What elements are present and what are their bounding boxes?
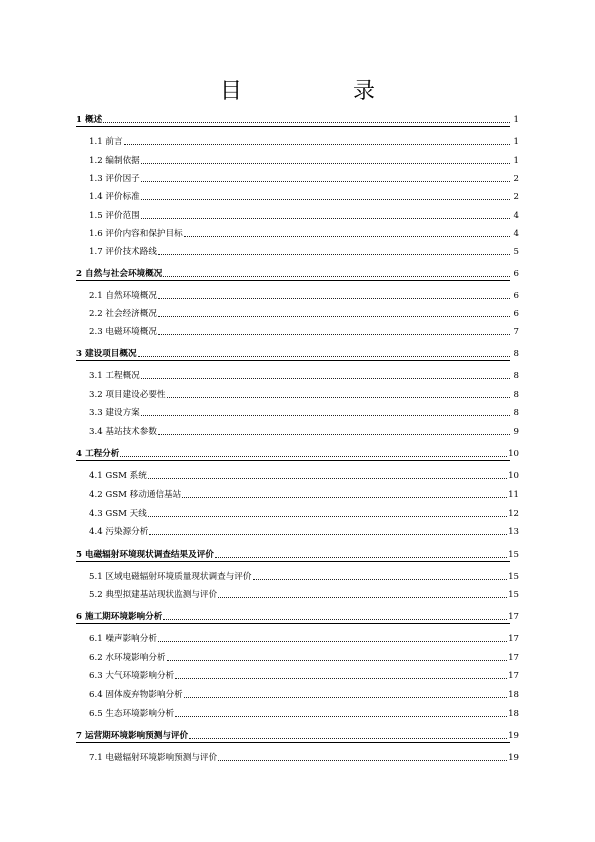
dot-leader — [182, 496, 507, 498]
dot-leader — [120, 455, 507, 457]
toc-chapter-entry[interactable] — [76, 608, 519, 622]
dot-leader — [163, 618, 507, 620]
toc-entry-page-number: 19 — [508, 731, 519, 741]
toc-entry-page-number: 1 — [513, 156, 519, 166]
toc-entry-label: 3 建设项目概况 — [76, 349, 137, 359]
toc-section-entry[interactable] — [89, 705, 519, 719]
toc-chapter-entry[interactable] — [76, 546, 519, 560]
toc-entry-label: 4.1 GSM 系统 — [89, 471, 147, 481]
toc-entry-page-number: 17 — [508, 634, 519, 644]
dot-leader — [141, 377, 510, 379]
toc-chapter-entry[interactable] — [76, 345, 519, 359]
dot-leader — [149, 533, 507, 535]
toc-section-entry[interactable] — [89, 367, 519, 381]
dot-leader — [124, 143, 510, 145]
toc-entry-label: 6.4 固体废弃物影响分析 — [89, 690, 183, 700]
chapter-underline — [76, 742, 510, 743]
toc-section-entry[interactable] — [89, 649, 519, 663]
toc-section-entry[interactable] — [89, 749, 519, 763]
toc-entry-label: 3.3 建设方案 — [89, 408, 140, 418]
dot-leader — [158, 297, 510, 299]
dot-leader — [141, 198, 510, 200]
toc-entry-page-number: 7 — [513, 327, 519, 337]
toc-section-entry[interactable] — [89, 133, 519, 147]
dot-leader — [148, 477, 507, 479]
toc-entry-label: 1.3 评价因子 — [89, 174, 140, 184]
dot-leader — [253, 578, 508, 580]
toc-chapter-entry[interactable] — [76, 111, 519, 125]
toc-entry-label: 2 自然与社会环境概况 — [76, 269, 163, 279]
toc-entry-page-number: 19 — [508, 753, 519, 763]
dot-leader — [163, 275, 510, 277]
toc-entry-label: 1.1 前言 — [89, 137, 123, 147]
toc-chapter-entry[interactable] — [76, 727, 519, 741]
dot-leader — [184, 235, 510, 237]
toc-entry-label: 3.4 基站技术参数 — [89, 427, 157, 437]
toc-entry-label: 1.2 编制依据 — [89, 156, 140, 166]
toc-section-entry[interactable] — [89, 386, 519, 400]
dot-leader — [167, 659, 508, 661]
dot-leader — [148, 515, 507, 517]
toc-entry-label: 5.2 典型拟建基站现状监测与评价 — [89, 590, 218, 600]
dot-leader — [158, 333, 510, 335]
toc-section-entry[interactable] — [89, 630, 519, 644]
toc-entry-label: 1.4 评价标准 — [89, 192, 140, 202]
dot-leader — [184, 696, 507, 698]
toc-entry-page-number: 15 — [508, 572, 519, 582]
toc-section-entry[interactable] — [89, 523, 519, 537]
toc-section-entry[interactable] — [89, 568, 519, 582]
toc-entry-label: 6.5 生态环境影响分析 — [89, 709, 175, 719]
toc-section-entry[interactable] — [89, 667, 519, 681]
toc-entry-label: 2.1 自然环境概况 — [89, 291, 157, 301]
dot-leader — [158, 433, 510, 435]
toc-entry-page-number: 5 — [513, 247, 519, 257]
toc-entry-page-number: 1 — [513, 137, 519, 147]
chapter-underline — [76, 280, 510, 281]
toc-entry-label: 3.2 项目建设必要性 — [89, 390, 166, 400]
toc-entry-label: 6.3 大气环境影响分析 — [89, 671, 175, 681]
toc-entry-label: 4.4 污染源分析 — [89, 527, 149, 537]
toc-entry-page-number: 18 — [508, 709, 519, 719]
chapter-underline — [76, 623, 510, 624]
toc-chapter-entry[interactable] — [76, 445, 519, 459]
toc-section-entry[interactable] — [89, 423, 519, 437]
dot-leader — [141, 217, 510, 219]
dot-leader — [103, 121, 510, 123]
dot-leader — [175, 677, 507, 679]
toc-entry-label: 6.1 噪声影响分析 — [89, 634, 157, 644]
toc-entry-page-number: 8 — [513, 408, 519, 418]
toc-entry-page-number: 15 — [508, 590, 519, 600]
toc-section-entry[interactable] — [89, 243, 519, 257]
toc-entry-page-number: 17 — [508, 653, 519, 663]
dot-leader — [141, 414, 510, 416]
toc-entry-page-number: 4 — [513, 229, 519, 239]
toc-entry-label: 2.2 社会经济概况 — [89, 309, 157, 319]
dot-leader — [138, 355, 510, 357]
dot-leader — [215, 556, 507, 558]
dot-leader — [141, 162, 510, 164]
toc-entry-label: 1 概述 — [76, 115, 103, 125]
toc-section-entry[interactable] — [89, 207, 519, 221]
toc-entry-label: 7.1 电磁辐射环境影响预测与评价 — [89, 753, 218, 763]
toc-entry-page-number: 6 — [513, 269, 519, 279]
toc-entry-page-number: 2 — [513, 174, 519, 184]
toc-entry-page-number: 13 — [508, 527, 519, 537]
toc-section-entry[interactable] — [89, 170, 519, 184]
toc-entry-page-number: 18 — [508, 690, 519, 700]
toc-entry-label: 4 工程分析 — [76, 449, 120, 459]
toc-entry-page-number: 12 — [508, 509, 519, 519]
toc-entry-label: 4.2 GSM 移动通信基站 — [89, 490, 182, 500]
toc-entry-page-number: 9 — [513, 427, 519, 437]
dot-leader — [141, 180, 510, 182]
toc-section-entry[interactable] — [89, 305, 519, 319]
toc-entry-label: 1.7 评价技术路线 — [89, 247, 157, 257]
toc-entry-page-number: 8 — [513, 390, 519, 400]
toc-entry-label: 6 施工期环境影响分析 — [76, 612, 163, 622]
chapter-underline — [76, 360, 510, 361]
dot-leader — [218, 759, 507, 761]
toc-entry-label: 4.3 GSM 天线 — [89, 509, 147, 519]
toc-entry-page-number: 6 — [513, 291, 519, 301]
toc-chapter-entry[interactable] — [76, 265, 519, 279]
toc-entry-page-number: 8 — [513, 349, 519, 359]
toc-entry-label: 6.2 水环境影响分析 — [89, 653, 166, 663]
toc-section-entry[interactable] — [89, 686, 519, 700]
dot-leader — [167, 396, 510, 398]
toc-entry-page-number: 1 — [513, 115, 519, 125]
toc-entry-page-number: 11 — [508, 490, 519, 500]
toc-section-entry[interactable] — [89, 287, 519, 301]
toc-entry-label: 7 运营期环境影响预测与评价 — [76, 731, 189, 741]
toc-entry-page-number: 4 — [513, 211, 519, 221]
toc-section-entry[interactable] — [89, 586, 519, 600]
toc-entry-page-number: 17 — [508, 671, 519, 681]
dot-leader — [189, 737, 507, 739]
dot-leader — [158, 640, 507, 642]
toc-entry-page-number: 17 — [508, 612, 519, 622]
dot-leader — [158, 253, 510, 255]
toc-entry-page-number: 6 — [513, 309, 519, 319]
toc-section-entry[interactable] — [89, 505, 519, 519]
toc-entry-page-number: 8 — [513, 371, 519, 381]
page-title: 目 录 — [220, 79, 427, 104]
toc-entry-page-number: 10 — [508, 471, 519, 481]
toc-section-entry[interactable] — [89, 188, 519, 202]
dot-leader — [158, 315, 510, 317]
toc-entry-label: 2.3 电磁环境概况 — [89, 327, 157, 337]
toc-entry-label: 3.1 工程概况 — [89, 371, 140, 381]
toc-section-entry[interactable] — [89, 152, 519, 166]
toc-section-entry[interactable] — [89, 404, 519, 418]
toc-entry-page-number: 15 — [508, 550, 519, 560]
toc-section-entry[interactable] — [89, 323, 519, 337]
toc-section-entry[interactable] — [89, 225, 519, 239]
toc-section-entry[interactable] — [89, 467, 519, 481]
chapter-underline — [76, 126, 510, 127]
toc-entry-page-number: 10 — [508, 449, 519, 459]
chapter-underline — [76, 460, 510, 461]
toc-section-entry[interactable] — [89, 486, 519, 500]
toc-entry-label: 1.6 评价内容和保护目标 — [89, 229, 183, 239]
dot-leader — [175, 715, 507, 717]
chapter-underline — [76, 561, 510, 562]
toc-entry-label: 5 电磁辐射环境现状调查结果及评价 — [76, 550, 214, 560]
dot-leader — [218, 596, 507, 598]
toc-entry-label: 1.5 评价范围 — [89, 211, 140, 221]
toc-entry-page-number: 2 — [513, 192, 519, 202]
toc-entry-label: 5.1 区域电磁辐射环境质量现状调查与评价 — [89, 572, 252, 582]
